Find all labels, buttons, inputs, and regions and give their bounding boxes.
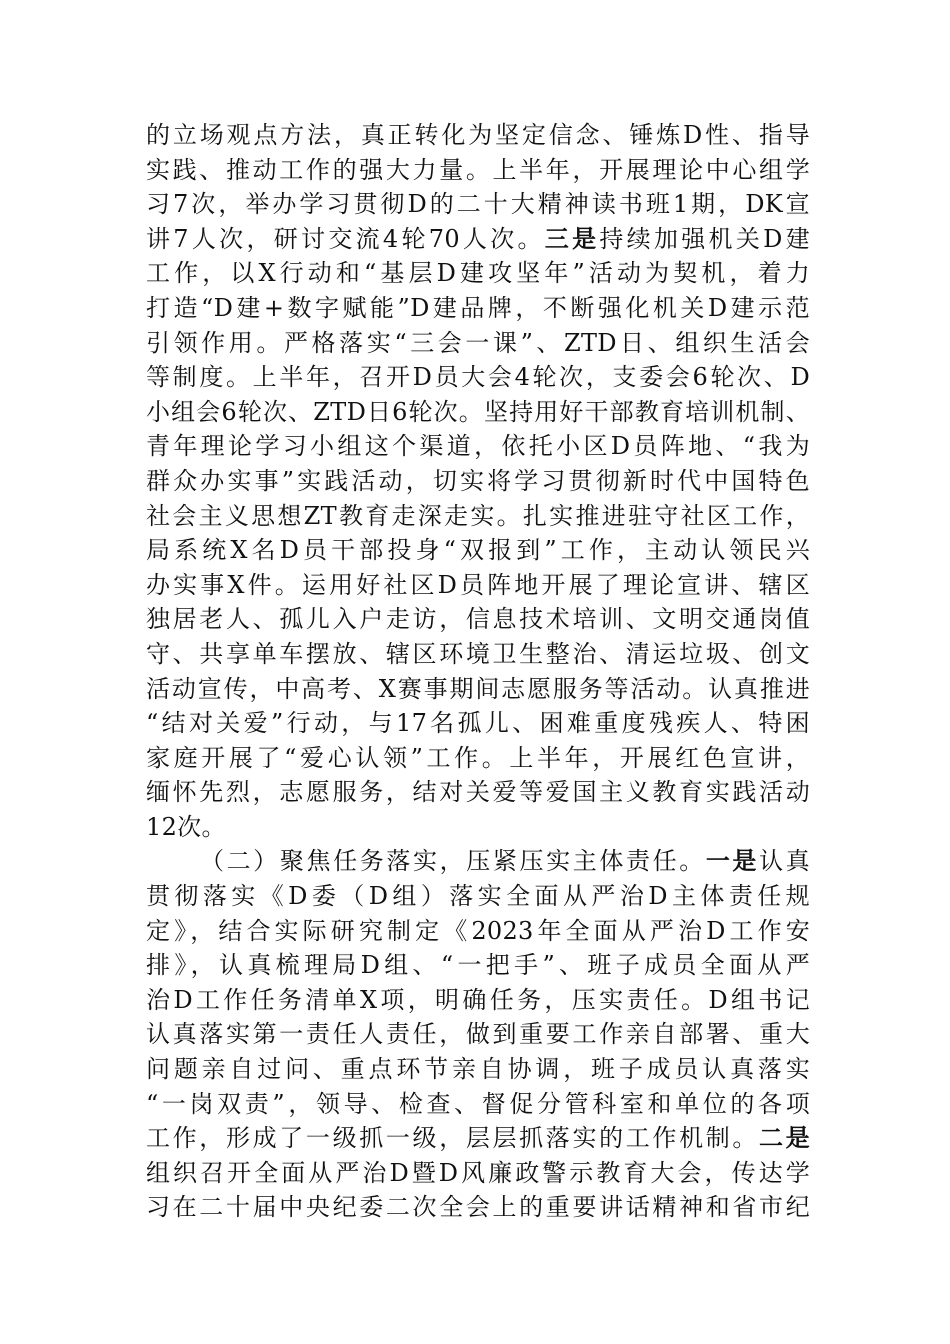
- text-line: 小组会6轮次、ZTD日6轮次。坚持用好干部教育培训机制、: [146, 397, 810, 426]
- text-line: 认真落实第一责任人责任，做到重要工作亲自部署、重大: [146, 1020, 810, 1049]
- text-line: 局系统X名D员干部投身“双报到”工作，主动认领民兴: [146, 536, 810, 565]
- bold-keyword: 三是: [544, 223, 600, 253]
- text-line: [146, 222, 810, 257]
- text-line: 等制度。上半年，召开D员大会4轮次，支委会6轮次、D: [146, 363, 810, 392]
- text-line: 问题亲自过问、重点环节亲自协调，班子成员认真落实: [146, 1055, 810, 1084]
- text-line: [146, 844, 810, 879]
- text-line: 习7次，举办学习贯彻D的二十大精神读书班1期，DK宣: [146, 190, 810, 219]
- text-run: 认真: [759, 847, 810, 876]
- text-line: 缅怀先烈，志愿服务，结对关爱等爱国主义教育实践活动: [146, 778, 810, 807]
- text-line: 家庭开展了“爱心认领”工作。上半年，开展红色宣讲，: [146, 743, 810, 772]
- bold-keyword: 一是: [705, 846, 760, 876]
- text-run: 工作，形成了一级抓一级，层层抓落实的工作机制。: [146, 1124, 760, 1153]
- text-line: 实践、推动工作的强大力量。上半年，开展理论中心组学: [146, 155, 810, 184]
- text-line: 习在二十届中央纪委二次全会上的重要讲话精神和省市纪: [146, 1193, 810, 1222]
- text-line: 办实事X件。运用好社区D员阵地开展了理论宣讲、辖区: [146, 570, 810, 599]
- text-line: “一岗双责”，领导、检查、督促分管科室和单位的各项: [146, 1089, 810, 1118]
- text-line: 活动宣传，中高考、X赛事期间志愿服务等活动。认真推进: [146, 674, 810, 703]
- text-line: 工作，以X行动和“基层D建攻坚年”活动为契机，着力: [146, 259, 810, 288]
- text-run: （二）聚焦任务落实，压紧压实主体责任。: [200, 847, 706, 876]
- text-run: 讲7人次，研讨交流4轮70人次。: [146, 224, 545, 253]
- text-line: 引领作用。严格落实“三会一课”、ZTD日、组织生活会: [146, 328, 810, 357]
- text-line: 独居老人、孤儿入户走访，信息技术培训、文明交通岗值: [146, 605, 810, 634]
- text-line: 治D工作任务清单X项，明确任务，压实责任。D组书记: [146, 985, 810, 1014]
- text-line: 定》，结合实际研究制定《2023年全面从严治D工作安: [146, 916, 810, 945]
- text-line: 群众办实事”实践活动，切实将学习贯彻新时代中国特色: [146, 466, 810, 495]
- text-line: 排》，认真梳理局D组、“一把手”、班子成员全面从严: [146, 951, 810, 980]
- text-line: 守、共享单车摆放、辖区环境卫生整治、清运垃圾、创文: [146, 639, 810, 668]
- text-line: [146, 1121, 810, 1156]
- text-line: 打造“D建+数字赋能”D建品牌，不断强化机关D建示范: [146, 293, 810, 322]
- text-line: 青年理论学习小组这个渠道，依托小区D员阵地、“我为: [146, 432, 810, 461]
- text-line: 社会主义思想ZT教育走深走实。扎实推进驻守社区工作，: [146, 501, 810, 530]
- text-line: 贯彻落实《D委（D组）落实全面从严治D主体责任规: [146, 882, 810, 911]
- text-line: 组织召开全面从严治D暨D风廉政警示教育大会，传达学: [146, 1158, 810, 1187]
- body-text: [146, 118, 810, 1225]
- text-line: “结对关爱”行动，与17名孤儿、困难重度残疾人、特困: [146, 709, 810, 738]
- bold-keyword: 二是: [759, 1123, 810, 1153]
- text-line: 的立场观点方法，真正转化为坚定信念、锤炼D性、指导: [146, 121, 810, 149]
- text-line: 12次。: [146, 812, 226, 841]
- text-run: 持续加强机关D建: [599, 224, 810, 253]
